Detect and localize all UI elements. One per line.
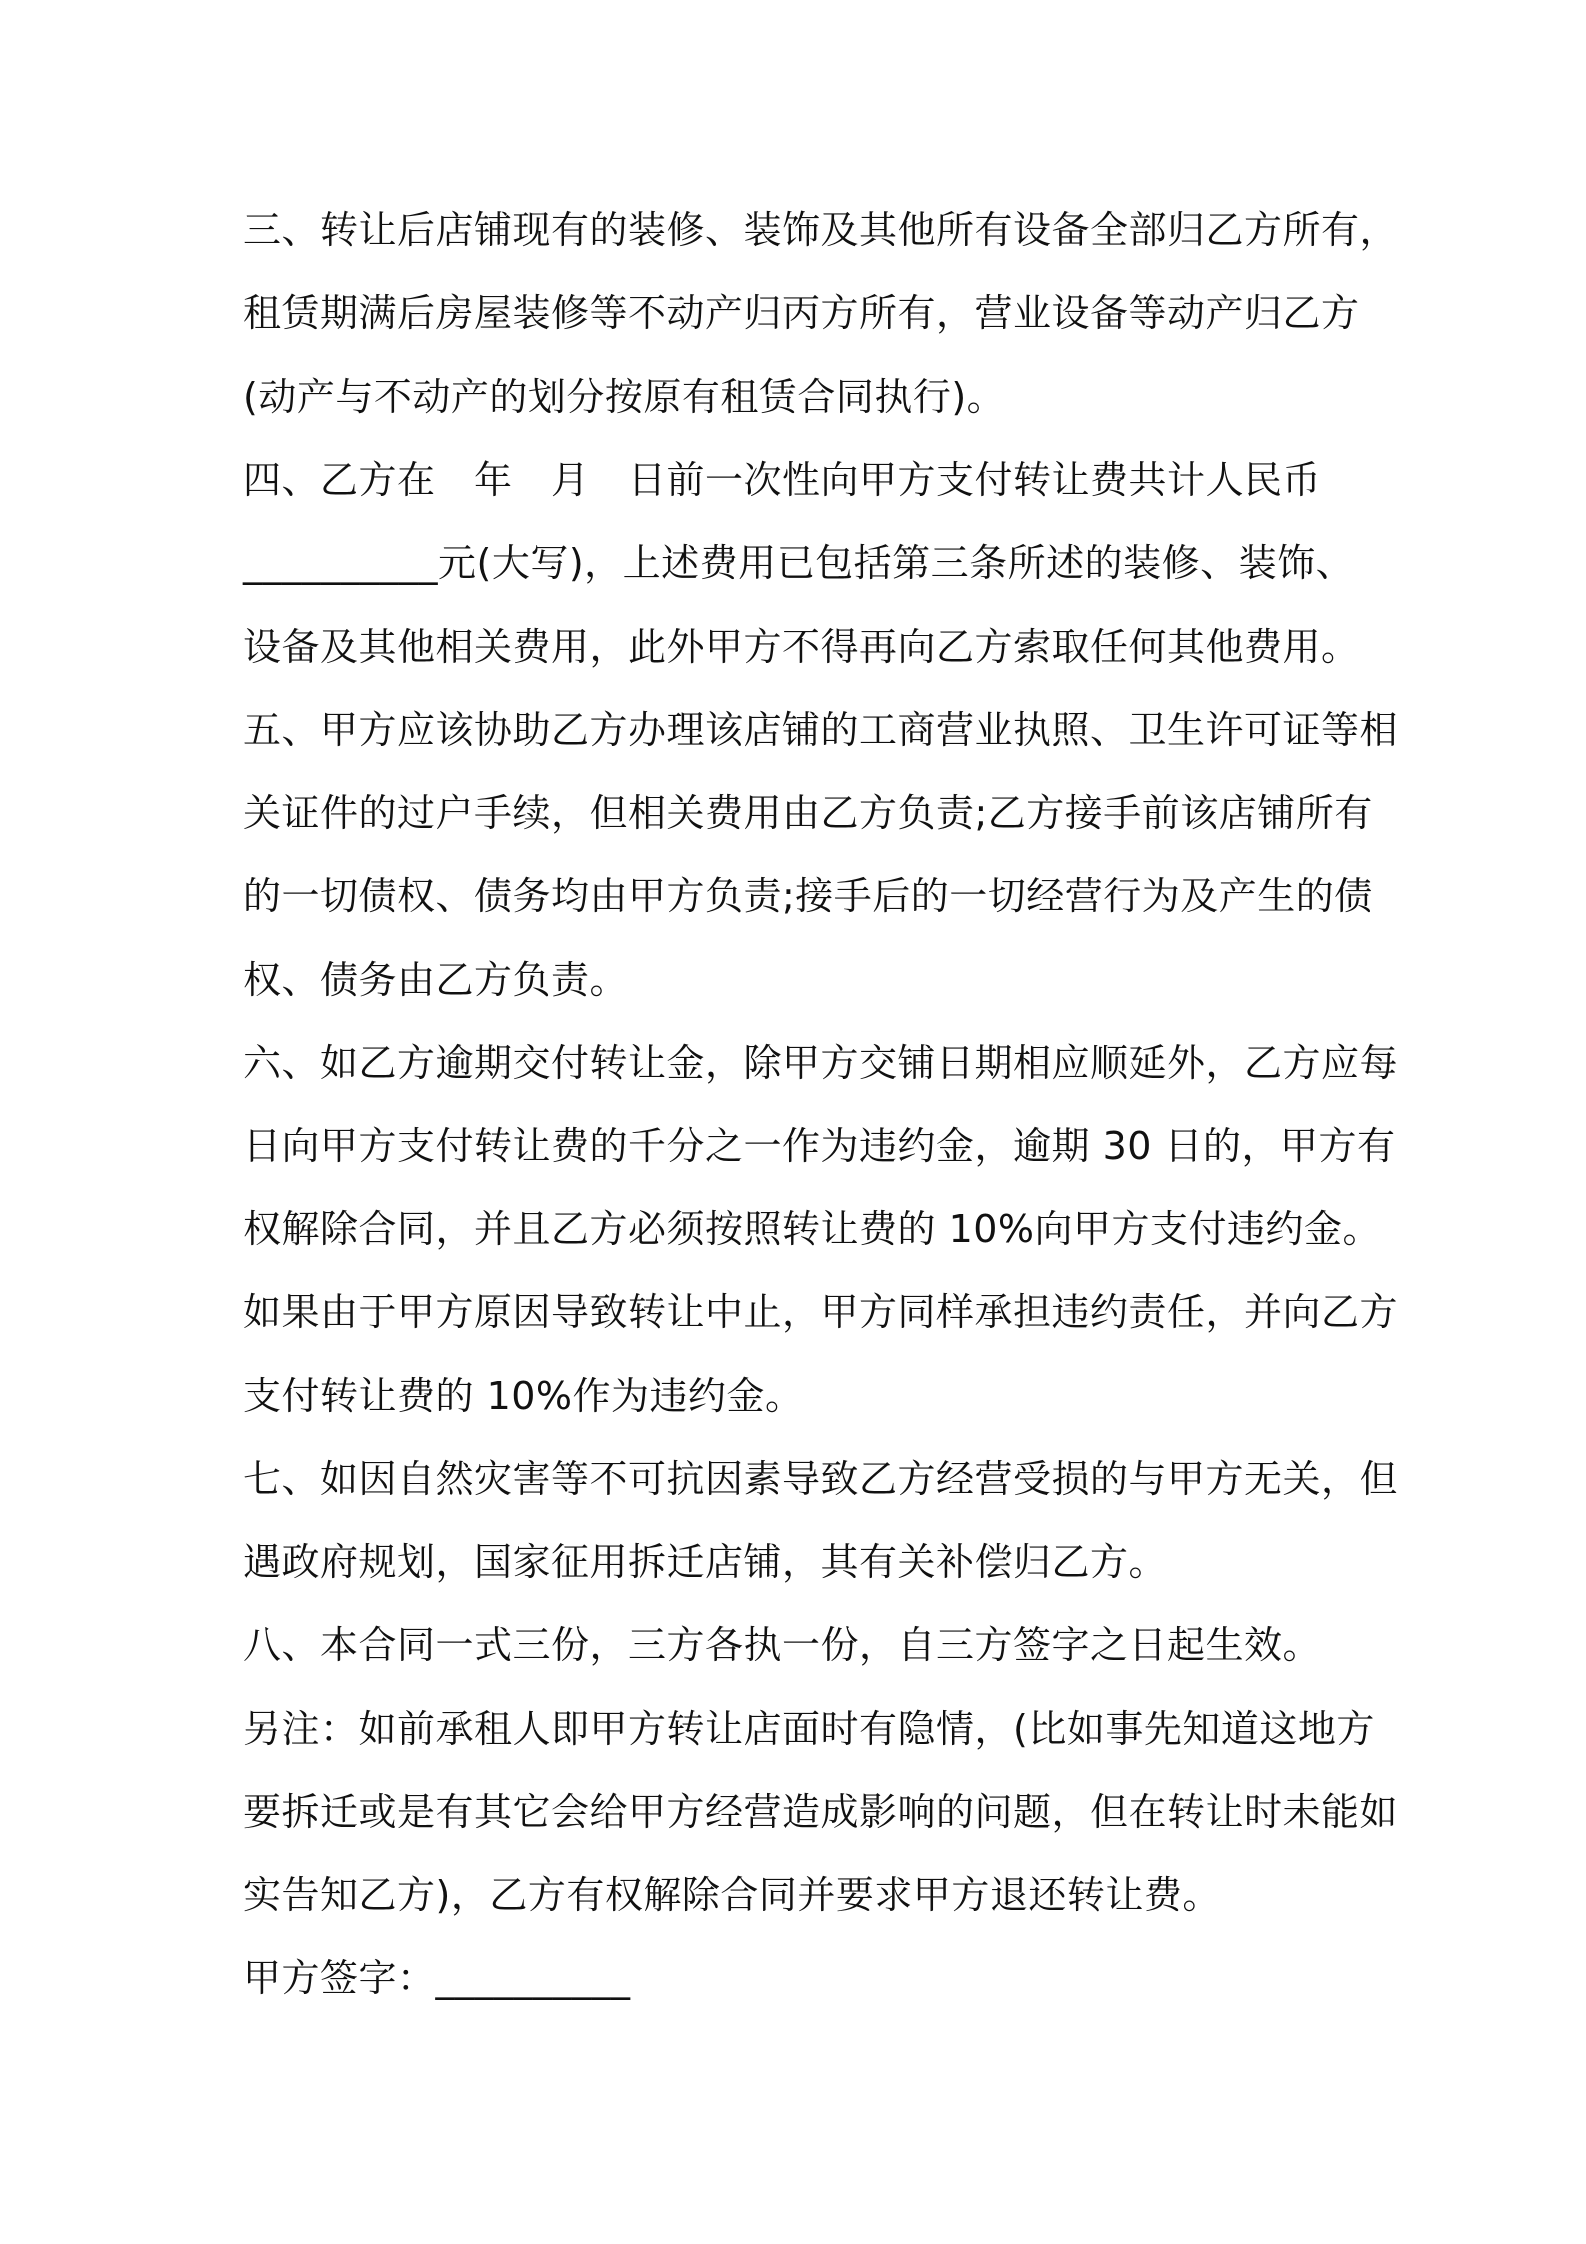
clause-3-line-2: 租赁期满后房屋装修等不动产归丙方所有，营业设备等动产归乙方 — [243, 291, 1360, 335]
party-a-signature-line: 甲方签字：__________ — [243, 1956, 631, 2000]
clause-5-line-2: 关证件的过户手续，但相关费用由乙方负责;乙方接手前该店铺所有 — [243, 791, 1373, 835]
clause-8-line-1: 八、本合同一式三份，三方各执一份，自三方签字之日起生效。 — [243, 1623, 1322, 1667]
clause-6-line-3: 权解除合同，并且乙方必须按照转让费的 10%向甲方支付违约金。 — [243, 1207, 1382, 1251]
clause-6-line-5: 支付转让费的 10%作为违约金。 — [243, 1374, 804, 1418]
note-line-1: 另注：如前承租人即甲方转让店面时有隐情，(比如事先知道这地方 — [243, 1707, 1375, 1751]
clause-7-line-1: 七、如因自然灾害等不可抗因素导致乙方经营受损的与甲方无关，但 — [243, 1457, 1399, 1501]
clause-5-line-4: 权、债务由乙方负责。 — [243, 958, 629, 1002]
clause-4-line-2: __________元(大写)，上述费用已包括第三条所述的装修、装饰、 — [243, 541, 1355, 585]
clause-3-line-1: 三、转让后店铺现有的装修、装饰及其他所有设备全部归乙方所有， — [243, 208, 1399, 252]
clause-4-line-3: 设备及其他相关费用，此外甲方不得再向乙方索取任何其他费用。 — [243, 625, 1360, 669]
clause-3-line-3: (动产与不动产的划分按原有租赁合同执行)。 — [243, 375, 1006, 419]
clause-6-line-4: 如果由于甲方原因导致转让中止，甲方同样承担违约责任，并向乙方 — [243, 1290, 1399, 1334]
clause-5-line-3: 的一切债权、债务均由甲方负责;接手后的一切经营行为及产生的债 — [243, 874, 1373, 918]
clause-6-line-1: 六、如乙方逾期交付转让金，除甲方交铺日期相应顺延外，乙方应每 — [243, 1041, 1399, 1085]
note-line-2: 要拆迁或是有其它会给甲方经营造成影响的问题，但在转让时未能如 — [243, 1790, 1399, 1834]
clause-6-line-2: 日向甲方支付转让费的千分之一作为违约金，逾期 30 日的，甲方有 — [243, 1124, 1396, 1168]
note-line-3: 实告知乙方)，乙方有权解除合同并要求甲方退还转让费。 — [243, 1873, 1221, 1917]
clause-5-line-1: 五、甲方应该协助乙方办理该店铺的工商营业执照、卫生许可证等相 — [243, 708, 1399, 752]
clause-4-line-1: 四、乙方在 年 月 日前一次性向甲方支付转让费共计人民币 — [243, 458, 1322, 502]
clause-7-line-2: 遇政府规划，国家征用拆迁店铺，其有关补偿归乙方。 — [243, 1540, 1168, 1584]
